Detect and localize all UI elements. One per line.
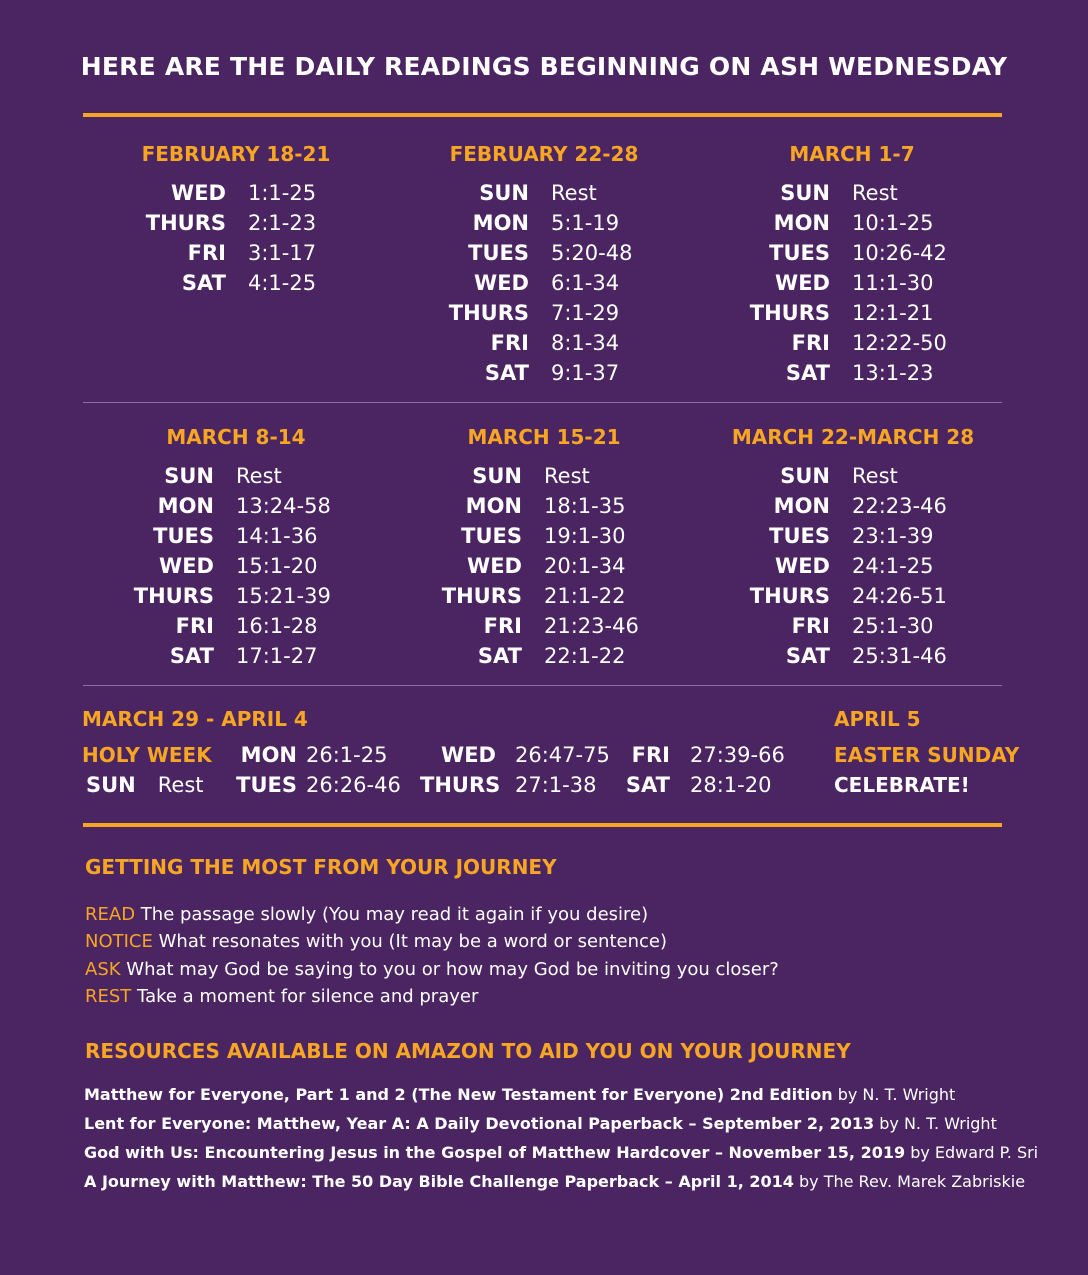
reading-row: [440, 358, 648, 388]
day-label: WED: [171, 181, 226, 205]
reading-ref: Rest: [544, 464, 590, 488]
reading-row: [440, 178, 648, 208]
reading-row: [742, 178, 962, 208]
day-label: MON: [157, 494, 214, 518]
day-label: SUN: [472, 464, 522, 488]
tip-text: The passage slowly (You may read it again if you desire): [140, 904, 649, 925]
holy-week-thurs-ref: 27:1-38: [515, 773, 597, 797]
resource-item: [84, 1172, 1025, 1191]
week-rows: [730, 461, 976, 671]
reading-ref: 2:1-23: [248, 211, 317, 235]
reading-ref: 5:1-19: [551, 211, 620, 235]
reading-ref: 5:20-48: [551, 241, 633, 265]
day-label: FRI: [187, 241, 226, 265]
day-label: FRI: [631, 743, 670, 767]
holy-week-tues-ref: 26:26-46: [306, 773, 401, 797]
week-rows: [440, 178, 648, 388]
reading-ref: 14:1-36: [236, 524, 318, 548]
reading-ref: 8:1-34: [551, 331, 620, 355]
journey-heading: GETTING THE MOST FROM YOUR JOURNEY: [85, 855, 557, 879]
day-label: SAT: [484, 361, 529, 385]
day-label: TUES: [153, 524, 214, 548]
reading-ref: 19:1-30: [544, 524, 626, 548]
resource-item: [84, 1143, 1038, 1162]
reading-row: [742, 328, 962, 358]
day-label: SAT: [625, 773, 670, 797]
reading-row: [440, 208, 648, 238]
day-label: THURS: [441, 584, 522, 608]
week-range: FEBRUARY 22-28: [449, 142, 639, 166]
holy-week-range: MARCH 29 - APRIL 4: [82, 707, 308, 731]
reading-ref: 3:1-17: [248, 241, 317, 265]
holy-week-sun: [86, 770, 204, 800]
resource-book: A Journey with Matthew: The 50 Day Bible Challenge Paperback – April 1, 2014: [84, 1172, 794, 1191]
week-rows: [136, 178, 336, 298]
week-block-mar-15-21: [432, 425, 656, 671]
day-label: THURS: [145, 211, 226, 235]
week-range: MARCH 15-21: [467, 425, 621, 449]
reading-row: [440, 298, 648, 328]
day-label: THURS: [420, 773, 501, 797]
reading-row: [730, 641, 976, 671]
reading-row: [730, 491, 976, 521]
reading-row: [124, 581, 348, 611]
reading-ref: 1:1-25: [248, 181, 317, 205]
reading-ref: 21:23-46: [544, 614, 639, 638]
resources-heading: RESOURCES AVAILABLE ON AMAZON TO AID YOU ON YOUR JOURNEY: [85, 1039, 851, 1063]
resource-book: Matthew for Everyone, Part 1 and 2 (The New Testament for Everyone) 2nd Edition: [84, 1085, 833, 1104]
day-label: WED: [441, 743, 496, 767]
reading-ref: 10:1-25: [852, 211, 934, 235]
week-range: MARCH 1-7: [789, 142, 915, 166]
reading-row: [440, 268, 648, 298]
reading-ref: 4:1-25: [248, 271, 317, 295]
reading-ref: 22:1-22: [544, 644, 626, 668]
day-label: FRI: [483, 614, 522, 638]
reading-ref: 12:22-50: [852, 331, 947, 355]
day-label: SUN: [780, 181, 830, 205]
week-block-mar-8-14: [124, 425, 348, 671]
reading-row: [742, 358, 962, 388]
day-label: TUES: [769, 524, 830, 548]
reading-row: [440, 328, 648, 358]
reading-ref: 18:1-35: [544, 494, 626, 518]
reading-row: [730, 521, 976, 551]
reading-row: [124, 461, 348, 491]
tip-keyword: ASK: [85, 959, 121, 980]
week-block-feb-18-21: [136, 142, 336, 298]
reading-ref: 25:1-30: [852, 614, 934, 638]
week-rows: [432, 461, 656, 671]
day-label: FRI: [791, 331, 830, 355]
tip-keyword: REST: [85, 986, 132, 1007]
resource-author: by N. T. Wright: [879, 1114, 997, 1133]
reading-row: [124, 551, 348, 581]
reading-ref: 6:1-34: [551, 271, 620, 295]
reading-ref: Rest: [852, 181, 898, 205]
holy-week-sat-ref: 28:1-20: [690, 773, 772, 797]
reading-ref: 16:1-28: [236, 614, 318, 638]
resource-author: by Edward P. Sri: [910, 1143, 1039, 1162]
reading-ref: 10:26-42: [852, 241, 947, 265]
tip-text: Take a moment for silence and prayer: [137, 986, 479, 1007]
day-label: MON: [773, 494, 830, 518]
day-label: SUN: [780, 464, 830, 488]
reading-row: [742, 238, 962, 268]
resource-item: [84, 1114, 997, 1133]
resource-book: God with Us: Encountering Jesus in the Gospel of Matthew Hardcover – November 15, 2019: [84, 1143, 906, 1162]
reading-ref: 7:1-29: [551, 301, 620, 325]
easter-name: EASTER SUNDAY: [834, 743, 1020, 767]
reading-row: [136, 208, 336, 238]
day-label: FRI: [175, 614, 214, 638]
reading-row: [124, 641, 348, 671]
day-label: MON: [472, 211, 529, 235]
reading-ref: 24:1-25: [852, 554, 934, 578]
holy-week-mon-day: [232, 740, 297, 770]
tip-text: What resonates with you (It may be a word or sentence): [158, 931, 668, 952]
day-label: TUES: [236, 773, 297, 797]
day-label: WED: [474, 271, 529, 295]
reading-ref: 23:1-39: [852, 524, 934, 548]
reading-row: [432, 611, 656, 641]
reading-row: [136, 268, 336, 298]
holy-week-wed-day: [420, 740, 496, 770]
reading-ref: 11:1-30: [852, 271, 934, 295]
week-range: MARCH 22-MARCH 28: [731, 425, 975, 449]
day-label: TUES: [468, 241, 529, 265]
resource-item: [84, 1085, 955, 1104]
row-divider-2: [83, 685, 1002, 686]
reading-row: [124, 491, 348, 521]
reading-row: [432, 461, 656, 491]
tip-keyword: NOTICE: [85, 931, 153, 952]
tip-text: What may God be saying to you or how may God be inviting you closer?: [126, 959, 779, 980]
bottom-divider: [83, 823, 1002, 827]
holy-week-fri-ref: 27:39-66: [690, 743, 785, 767]
reading-row: [124, 521, 348, 551]
resource-book: Lent for Everyone: Matthew, Year A: A Daily Devotional Paperback – September 2, 2013: [84, 1114, 875, 1133]
top-divider: [83, 113, 1002, 117]
day-label: SAT: [477, 644, 522, 668]
day-label: THURS: [749, 584, 830, 608]
day-label: SAT: [785, 644, 830, 668]
week-block-mar-1-7: [742, 142, 962, 388]
holy-week-mon-ref: 26:1-25: [306, 743, 388, 767]
reading-ref: Rest: [551, 181, 597, 205]
day-label: SUN: [164, 464, 214, 488]
reading-row: [136, 178, 336, 208]
reading-row: [730, 611, 976, 641]
reading-ref: 13:24-58: [236, 494, 331, 518]
day-label: WED: [775, 554, 830, 578]
day-label: SUN: [479, 181, 529, 205]
day-label: MON: [465, 494, 522, 518]
reading-ref: Rest: [157, 773, 204, 797]
reading-row: [730, 551, 976, 581]
holy-week-tues-day: [232, 770, 297, 800]
reading-row: [742, 268, 962, 298]
holy-week-fri-day: [622, 740, 670, 770]
tip-rest: [85, 986, 478, 1007]
day-label: SAT: [169, 644, 214, 668]
day-label: TUES: [769, 241, 830, 265]
day-label: WED: [467, 554, 522, 578]
day-label: FRI: [791, 614, 830, 638]
day-label: THURS: [133, 584, 214, 608]
reading-ref: 25:31-46: [852, 644, 947, 668]
tip-notice: [85, 931, 667, 952]
reading-row: [124, 611, 348, 641]
reading-ref: 20:1-34: [544, 554, 626, 578]
reading-row: [742, 298, 962, 328]
day-label: THURS: [749, 301, 830, 325]
reading-row: [432, 521, 656, 551]
reading-ref: Rest: [852, 464, 898, 488]
reading-ref: 24:26-51: [852, 584, 947, 608]
reading-row: [742, 208, 962, 238]
week-range: FEBRUARY 18-21: [141, 142, 331, 166]
reading-ref: Rest: [236, 464, 282, 488]
week-rows: [742, 178, 962, 388]
week-block-mar-22-28: [730, 425, 976, 671]
tip-keyword: READ: [85, 904, 136, 925]
reading-ref: 22:23-46: [852, 494, 947, 518]
reading-ref: 21:1-22: [544, 584, 626, 608]
reading-row: [440, 238, 648, 268]
easter-date: APRIL 5: [834, 707, 921, 731]
week-block-feb-22-28: [440, 142, 648, 388]
holy-week-label: HOLY WEEK: [82, 743, 212, 767]
day-label: FRI: [490, 331, 529, 355]
day-label: TUES: [461, 524, 522, 548]
reading-row: [730, 461, 976, 491]
day-label: MON: [240, 743, 297, 767]
reading-ref: 17:1-27: [236, 644, 318, 668]
reading-row: [432, 581, 656, 611]
holy-week-thurs-day: [420, 770, 501, 800]
resource-author: by N. T. Wright: [837, 1085, 956, 1104]
day-label: MON: [773, 211, 830, 235]
tip-read: [85, 904, 648, 925]
tip-ask: [85, 959, 779, 980]
day-label: THURS: [448, 301, 529, 325]
page-title: HERE ARE THE DAILY READINGS BEGINNING ON ASH WEDNESDAY: [80, 52, 1008, 81]
week-range: MARCH 8-14: [166, 425, 306, 449]
day-label: WED: [159, 554, 214, 578]
reading-row: [432, 641, 656, 671]
reading-ref: 13:1-23: [852, 361, 934, 385]
reading-ref: 9:1-37: [551, 361, 620, 385]
reading-row: [730, 581, 976, 611]
reading-row: [432, 551, 656, 581]
easter-note: CELEBRATE!: [834, 773, 970, 797]
row-divider-1: [83, 402, 1002, 403]
day-label: SAT: [181, 271, 226, 295]
resource-author: by The Rev. Marek Zabriskie: [798, 1172, 1026, 1191]
day-label: SAT: [785, 361, 830, 385]
reading-row: [432, 491, 656, 521]
holy-week-sat-day: [622, 770, 670, 800]
reading-ref: 15:1-20: [236, 554, 318, 578]
reading-ref: 15:21-39: [236, 584, 331, 608]
day-label: SUN: [86, 773, 136, 797]
holy-week-wed-ref: 26:47-75: [515, 743, 610, 767]
reading-ref: 12:1-21: [852, 301, 934, 325]
reading-row: [136, 238, 336, 268]
day-label: WED: [775, 271, 830, 295]
week-rows: [124, 461, 348, 671]
